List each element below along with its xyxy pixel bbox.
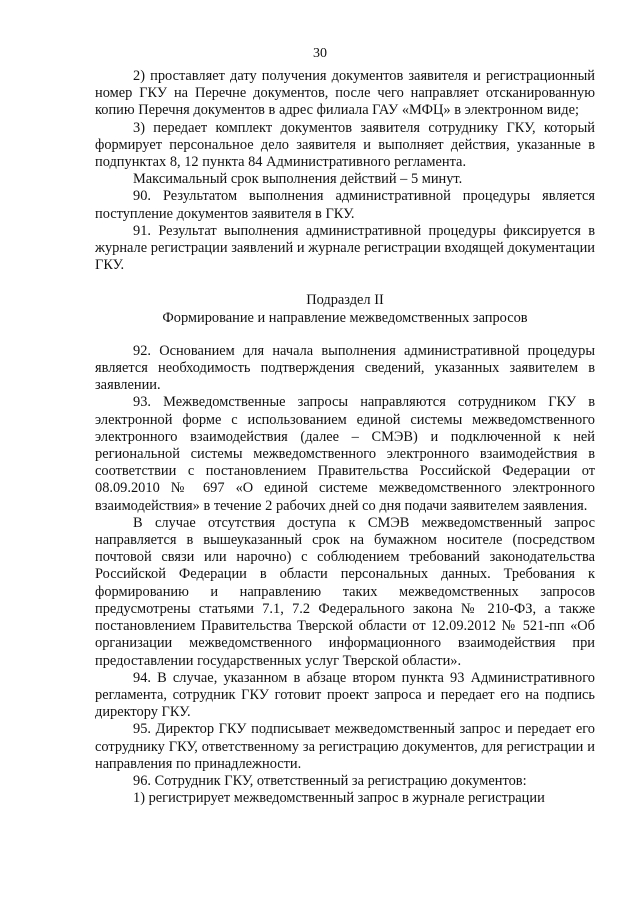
paragraph: 1) регистрирует межведомственный запрос в журнале регистрации bbox=[133, 790, 545, 807]
paragraph: 93. Межведомственные запросы направляются сотрудником ГКУ в электронной форме с использованием единой системы межведомственного электронного взаимодействия (далее – СМЭВ) и подключенной к ней региональной системы межведомственного электронного взаимодействия в соответствии с постановлением Правительства Российской Федерации от 08.09.2010 № 697 «О единой системе межведомственного электронного взаимодействия» в течение 2 рабочих дней со дня подачи заявителем заявления. bbox=[95, 394, 595, 514]
paragraph: 90. Результатом выполнения административной процедуры является поступление документов заявителя в ГКУ. bbox=[95, 188, 595, 222]
paragraph: 91. Результат выполнения административной процедуры фиксируется в журнале регистрации заявлений и журнале регистрации входящей документации ГКУ. bbox=[95, 222, 595, 274]
paragraph: В случае отсутствия доступа к СМЭВ межведомственный запрос направляется в вышеуказанный срок на бумажном носителе (посредством почтовой связи или нарочно) с соблюдением требований законодательства Российской Федерации в области персональных данных. Требования к формированию и направлению таких межведомственных запросов предусмотрены статьями 7.1, 7.2 Федерального закона № 210-ФЗ, а также постановлением Правительства Тверской области от 12.09.2012 № 521-пп «Об организации межведомственного информационного взаимодействия при предоставлении государственных услуг Тверской области». bbox=[95, 514, 595, 669]
paragraph: 3) передает комплект документов заявителя сотруднику ГКУ, который формирует персональное дело заявителя и выполняет действия, указанные в подпунктах 8, 12 пункта 84 Административного регламента. bbox=[95, 119, 595, 171]
paragraph: 95. Директор ГКУ подписывает межведомственный запрос и передает его сотруднику ГКУ, ответственному за регистрацию документов, для регистрации и направления по принадлежности. bbox=[95, 721, 595, 772]
paragraph: 94. В случае, указанном в абзаце втором пункта 93 Административного регламента, сотрудник ГКУ готовит проект запроса и передает его на подпись директору ГКУ. bbox=[95, 669, 595, 721]
subsection-heading: Подраздел II bbox=[306, 292, 384, 309]
document-body bbox=[95, 68, 595, 807]
paragraph: 92. Основанием для начала выполнения административной процедуры является необходимость подтверждения сведений, указанных заявителем в заявлении. bbox=[95, 342, 595, 394]
paragraph: 2) проставляет дату получения документов заявителя и регистрационный номер ГКУ на Перечне документов, после чего направляет отсканированную копию Перечня документов в адрес филиала ГАУ «МФЦ» в электронном виде; bbox=[95, 68, 595, 119]
paragraph: Максимальный срок выполнения действий – 5 минут. bbox=[133, 171, 463, 188]
subsection-title: Формирование и направление межведомственных запросов bbox=[162, 309, 528, 326]
paragraph: 96. Сотрудник ГКУ, ответственный за регистрацию документов: bbox=[133, 772, 527, 789]
page-number: 30 bbox=[313, 46, 327, 61]
